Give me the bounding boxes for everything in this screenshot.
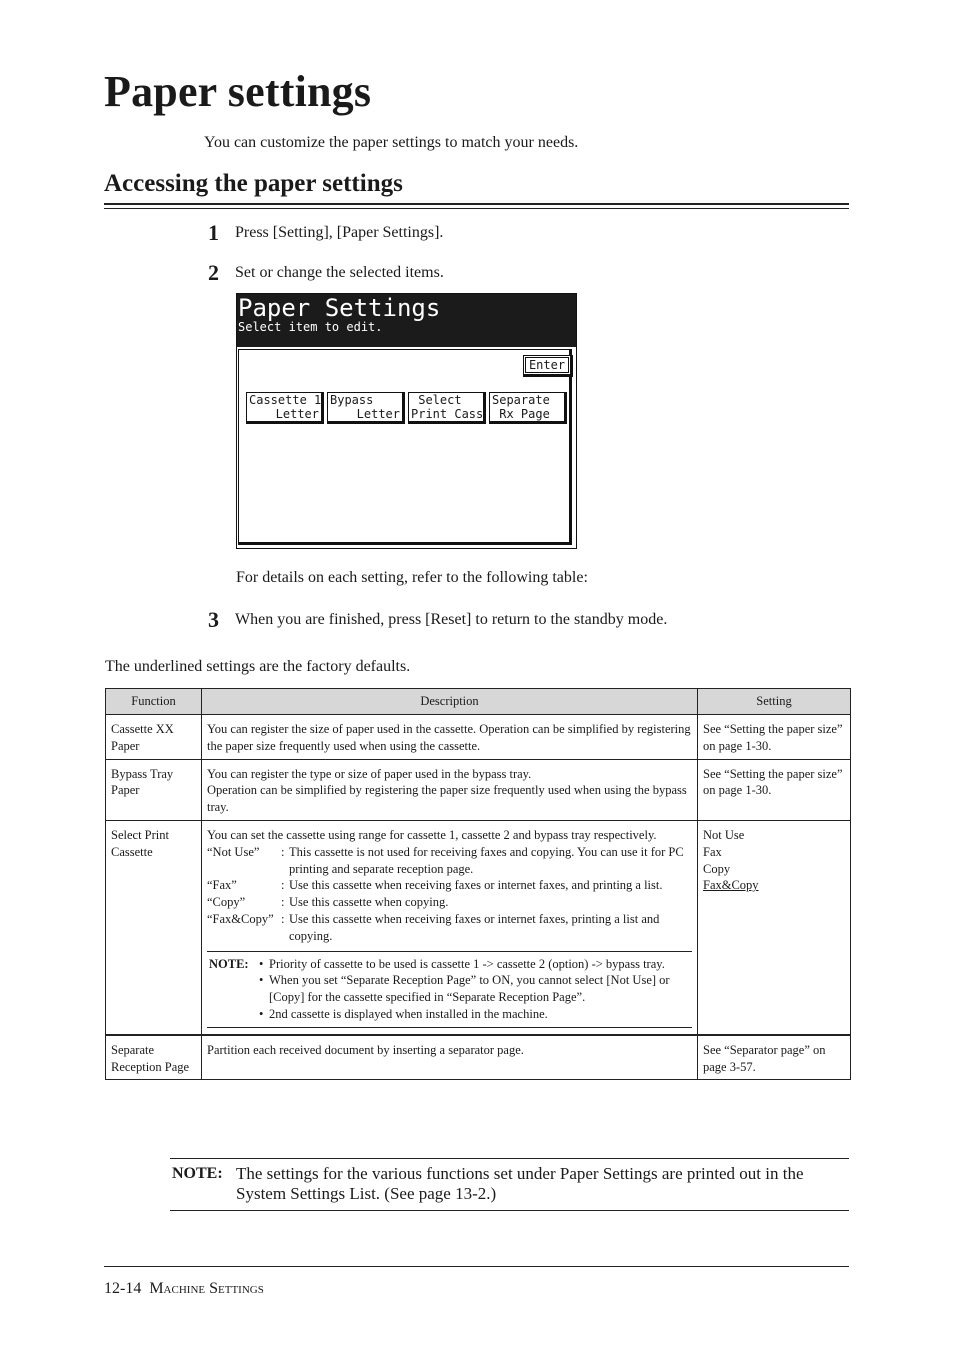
setting-option: Not Use <box>703 827 745 842</box>
step-number: 3 <box>208 607 219 632</box>
note-text: Priority of cassette to be used is cassette 1 -> cassette 2 (option) -> bypass tray. <box>269 956 665 971</box>
cell-function: Separate Reception Page <box>106 1035 202 1080</box>
setting-option-default: Fax&Copy <box>703 878 759 893</box>
settings-table <box>105 688 851 1080</box>
option-definition: “Fax&Copy” : Use this cassette when receiving faxes or internet faxes, printing a list and copying. <box>207 911 692 945</box>
cell-function: Bypass Tray Paper <box>106 759 202 820</box>
table-row <box>106 1035 851 1080</box>
header-function: Function <box>106 689 202 715</box>
step-2 <box>208 262 444 284</box>
note-label: NOTE: <box>172 1165 223 1182</box>
cell-setting: See “Setting the paper size” on page 1-30. <box>698 715 851 760</box>
header-setting: Setting <box>698 689 851 715</box>
chapter-name: Machine Settings <box>149 1280 264 1297</box>
page-note <box>170 1158 849 1211</box>
option-key: “Copy” <box>207 895 246 910</box>
cell-description: Partition each received document by inserting a separator page. <box>202 1035 698 1080</box>
button-line-2: Print Cass <box>411 407 484 421</box>
setting-option: Copy <box>703 861 731 876</box>
note-label: NOTE: <box>209 956 249 971</box>
note-item: • Priority of cassette to be used is cassette 1 -> cassette 2 (option) -> bypass tray. <box>259 956 692 973</box>
option-text: Use this cassette when copying. <box>289 895 449 910</box>
section-rule <box>104 203 849 209</box>
section-heading: Accessing the paper settings <box>104 170 403 197</box>
option-text: Use this cassette when receiving faxes or internet faxes, printing a list and copying. <box>289 911 660 943</box>
cell-description: You can register the size of paper used in the cassette. Operation can be simplified by registering the paper size frequently used when using the cassette. <box>202 715 698 760</box>
page-footer <box>104 1280 264 1298</box>
option-definition: “Fax” : Use this cassette when receiving faxes or internet faxes, and printing a list. <box>207 877 692 894</box>
option-key: “Not Use” <box>207 844 260 859</box>
enter-button[interactable] <box>523 355 573 377</box>
header-description: Description <box>202 689 698 715</box>
description-line: Operation can be simplified by registering the paper size frequently used when using the bypass tray. <box>207 783 687 815</box>
page-number: 12-14 <box>104 1280 142 1297</box>
select-print-cassette-button[interactable] <box>408 392 486 424</box>
enter-label: Enter <box>525 357 569 373</box>
step-text: When you are finished, press [Reset] to return to the standby mode. <box>235 611 668 628</box>
button-line-2: Letter <box>356 407 400 421</box>
screen-header <box>237 294 576 347</box>
button-line-1: Bypass <box>330 393 374 407</box>
details-text: For details on each setting, refer to the following table: <box>236 569 588 586</box>
option-text: Use this cassette when receiving faxes or internet faxes, and printing a list. <box>289 878 663 893</box>
option-definition: “Copy” : Use this cassette when copying. <box>207 894 692 911</box>
cell-note <box>207 951 692 1028</box>
cell-function: Select Print Cassette <box>106 820 202 1034</box>
defaults-text: The underlined settings are the factory defaults. <box>105 658 411 675</box>
table-row <box>106 759 851 820</box>
cell-setting: See “Separator page” on page 3-57. <box>698 1035 851 1080</box>
paper-settings-screen <box>236 293 577 549</box>
cell-setting <box>698 820 851 1034</box>
option-definition: “Not Use” : This cassette is not used for receiving faxes and copying. You can use it for PC printing and separate reception page. <box>207 844 692 878</box>
note-item: • When you set “Separate Reception Page” to ON, you cannot select [Not Use] or [Copy] for the cassette specified in “Separate Reception Page”. <box>259 972 692 1006</box>
page-title: Paper settings <box>104 67 372 116</box>
table-header-row <box>106 689 851 715</box>
step-number: 1 <box>208 220 219 245</box>
step-3 <box>208 609 667 631</box>
screen-subtitle: Select item to edit. <box>238 320 383 334</box>
cell-description <box>202 759 698 820</box>
bypass-button[interactable] <box>327 392 405 424</box>
screen-body <box>238 349 572 545</box>
button-line-2: Rx Page <box>492 407 550 421</box>
button-line-2: Letter <box>275 407 319 421</box>
cell-description <box>202 820 698 1034</box>
option-key: “Fax&Copy” <box>207 911 274 926</box>
step-text: Set or change the selected items. <box>235 264 444 281</box>
step-1 <box>208 222 443 244</box>
option-key: “Fax” <box>207 878 237 893</box>
button-line-1: Cassette 1 <box>249 393 322 407</box>
cell-setting: See “Setting the paper size” on page 1-30. <box>698 759 851 820</box>
button-line-1: Separate <box>492 393 550 407</box>
note-text: The settings for the various functions set under Paper Settings are printed out in the System Settings List. (See page 13-2.) <box>236 1164 804 1203</box>
footer-rule <box>104 1266 849 1267</box>
description-line: You can register the type or size of paper used in the bypass tray. <box>207 766 532 781</box>
step-text: Press [Setting], [Paper Settings]. <box>235 224 444 241</box>
step-number: 2 <box>208 260 219 285</box>
option-text: This cassette is not used for receiving faxes and copying. You can use it for PC printing and separate reception page. <box>289 844 684 876</box>
note-list <box>259 956 692 1023</box>
description-intro: You can set the cassette using range for cassette 1, cassette 2 and bypass tray respectively. <box>207 827 657 842</box>
cassette-1-button[interactable] <box>246 392 324 424</box>
separate-rx-page-button[interactable] <box>489 392 567 424</box>
note-item: • 2nd cassette is displayed when installed in the machine. <box>259 1006 692 1023</box>
table-row <box>106 820 851 1034</box>
setting-option: Fax <box>703 844 722 859</box>
screen-title: Paper Settings <box>238 294 441 322</box>
table-row <box>106 715 851 760</box>
button-line-1: Select <box>411 393 462 407</box>
note-text: 2nd cassette is displayed when installed in the machine. <box>269 1006 548 1021</box>
intro-text: You can customize the paper settings to match your needs. <box>204 134 579 151</box>
cell-function: Cassette XX Paper <box>106 715 202 760</box>
note-text: When you set “Separate Reception Page” to ON, you cannot select [Not Use] or [Copy] for the cassette specified in “Separate Reception Page”. <box>269 973 670 1005</box>
